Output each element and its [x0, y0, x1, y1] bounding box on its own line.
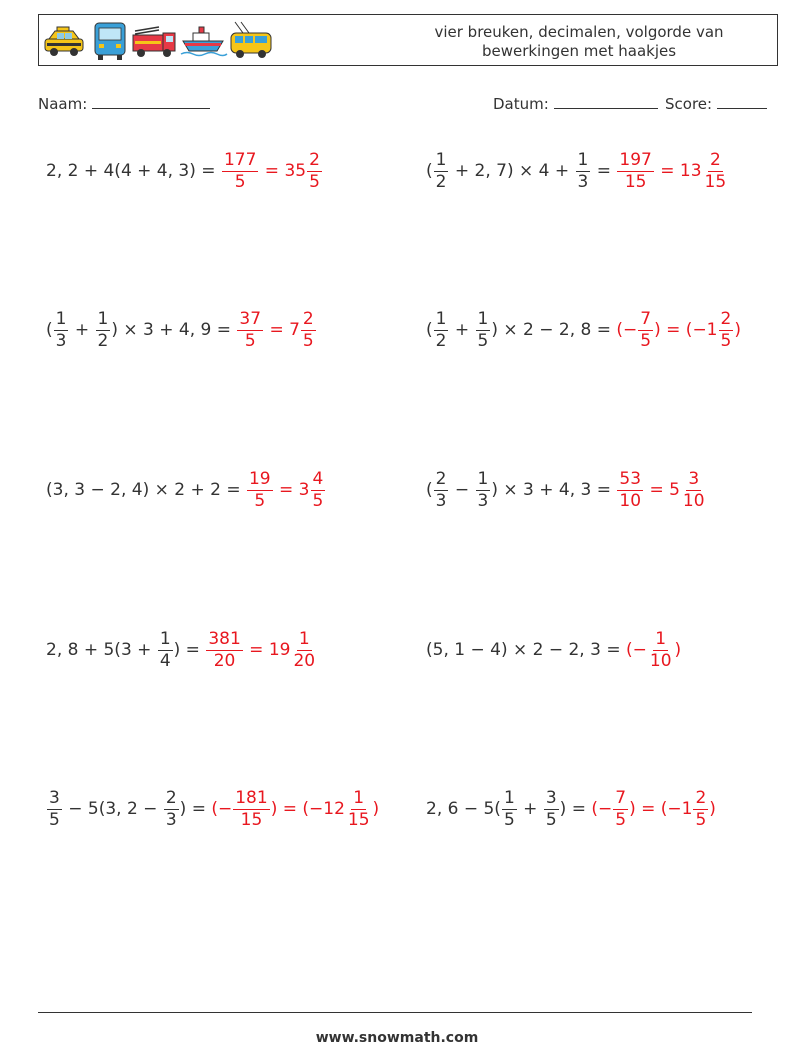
score-label: Score:	[665, 95, 713, 113]
expr-text: ) × 3 + 4, 9 =	[111, 320, 237, 340]
footer-divider	[38, 1012, 752, 1013]
numerator: 177	[223, 149, 257, 170]
denominator: 15	[704, 171, 727, 192]
fraction	[237, 308, 263, 351]
numerator: 1	[503, 787, 515, 808]
name-label: Naam:	[38, 95, 88, 113]
denominator: 5	[615, 809, 627, 830]
expr-text: =	[591, 161, 617, 181]
numerator: 2	[720, 308, 732, 329]
denominator: 15	[240, 809, 263, 830]
expr-text: (5, 1 − 4) × 2 − 2, 3 =	[426, 640, 626, 660]
problem-4	[426, 305, 741, 355]
problem-answer	[205, 628, 318, 671]
problem-1	[46, 146, 323, 196]
date-field	[493, 93, 658, 113]
fraction	[222, 149, 258, 192]
numerator: 181	[235, 787, 268, 808]
problem-answer	[221, 149, 323, 192]
numerator: 1	[655, 628, 667, 649]
numerator: 3	[688, 468, 700, 489]
expr-text: (−	[616, 320, 638, 340]
fraction	[617, 468, 643, 511]
expr-text: +	[69, 320, 95, 340]
fraction	[247, 468, 273, 511]
fraction	[206, 628, 242, 671]
denominator: 10	[619, 490, 642, 511]
numerator: 381	[208, 628, 241, 649]
expr-text: 2, 8 + 5(3 +	[46, 640, 157, 660]
expr-text: 2, 2 + 4(4 + 4, 3) =	[46, 161, 221, 181]
denominator: 5	[477, 330, 489, 351]
denominator: 5	[312, 490, 324, 511]
numerator: 1	[55, 308, 67, 329]
denominator: 3	[435, 490, 447, 511]
fraction	[544, 787, 559, 830]
problem-question	[426, 308, 617, 351]
denominator: 10	[682, 490, 705, 511]
expr-text: (−	[625, 640, 647, 660]
denominator: 3	[165, 809, 177, 830]
fraction	[703, 149, 729, 192]
numerator: 1	[353, 787, 365, 808]
numerator: 2	[165, 787, 177, 808]
denominator: 5	[640, 330, 652, 351]
date-line[interactable]	[554, 93, 658, 109]
expr-text: 2, 6 − 5(	[426, 799, 501, 819]
fraction	[719, 308, 734, 351]
expr-text: )	[734, 320, 741, 340]
expr-text: = 13	[654, 161, 702, 181]
numerator: 1	[159, 628, 171, 649]
fraction	[54, 308, 69, 351]
problem-2	[426, 146, 729, 196]
problem-answer	[616, 468, 707, 511]
numerator: 3	[545, 787, 557, 808]
fraction	[502, 787, 517, 830]
fraction	[613, 787, 628, 830]
expr-text: − 5(3, 2 −	[62, 799, 163, 819]
problem-3	[46, 305, 317, 355]
problem-question	[46, 787, 212, 830]
numerator: 1	[435, 149, 447, 170]
problem-answer	[236, 308, 316, 351]
fraction	[693, 787, 708, 830]
fraction	[476, 468, 491, 511]
numerator: 2	[309, 149, 320, 170]
problem-answer	[246, 468, 326, 511]
denominator: 5	[244, 330, 256, 351]
problem-question	[46, 161, 221, 181]
fraction	[301, 308, 316, 351]
problem-10	[426, 784, 716, 834]
expr-text: +	[449, 320, 475, 340]
bus-icon	[95, 23, 125, 60]
numerator: 2	[695, 787, 707, 808]
problem-answer	[616, 149, 729, 192]
fraction	[346, 787, 372, 830]
numerator: 4	[312, 468, 324, 489]
fraction	[434, 468, 449, 511]
numerator: 7	[615, 787, 627, 808]
expr-text: = 5	[644, 480, 680, 500]
expr-text: (	[426, 320, 433, 340]
denominator: 5	[695, 809, 707, 830]
boat-icon	[181, 27, 227, 56]
denominator: 5	[720, 330, 732, 351]
numerator: 1	[477, 308, 489, 329]
expr-text: )	[372, 799, 380, 819]
denominator: 15	[624, 171, 647, 192]
fraction	[576, 149, 591, 192]
numerator: 197	[619, 149, 652, 170]
problem-question	[46, 480, 246, 500]
taxi-icon	[45, 27, 83, 56]
numerator: 1	[298, 628, 310, 649]
fraction	[638, 308, 653, 351]
denominator: 2	[435, 330, 447, 351]
name-field	[38, 93, 210, 113]
problem-answer	[616, 308, 741, 351]
score-line[interactable]	[717, 93, 767, 109]
expr-text: ) = (−1	[629, 799, 693, 819]
expr-text: (	[426, 161, 433, 181]
problem-5	[46, 465, 326, 515]
denominator: 2	[435, 171, 447, 192]
denominator: 4	[159, 650, 171, 671]
numerator: 1	[477, 468, 489, 489]
numerator: 1	[435, 308, 447, 329]
problem-question	[426, 787, 592, 830]
expr-text: ) × 3 + 4, 3 =	[491, 480, 617, 500]
vehicle-icons	[43, 21, 273, 61]
worksheet-header	[38, 14, 778, 66]
fraction	[47, 787, 62, 830]
denominator: 3	[55, 330, 67, 351]
denominator: 15	[347, 809, 370, 830]
problem-9	[46, 784, 379, 834]
problem-answer	[211, 787, 380, 830]
denominator: 20	[293, 650, 316, 671]
fraction	[311, 468, 326, 511]
expr-text: )	[709, 799, 716, 819]
expr-text: )	[674, 640, 682, 660]
denominator: 5	[254, 490, 266, 511]
numerator: 1	[97, 308, 109, 329]
expr-text: = 7	[264, 320, 300, 340]
denominator: 20	[213, 650, 236, 671]
numerator: 2	[302, 308, 314, 329]
fraction	[164, 787, 179, 830]
numerator: 2	[709, 149, 721, 170]
expr-text: (	[426, 480, 433, 500]
problem-7	[46, 625, 318, 675]
expr-text: ) = (−1	[654, 320, 718, 340]
expr-text: ) =	[179, 799, 212, 819]
problem-question	[426, 149, 617, 192]
problem-question	[426, 468, 617, 511]
footer-url[interactable]: www.snowmath.com	[315, 1030, 479, 1046]
problem-8	[426, 625, 681, 675]
problem-question	[426, 640, 626, 660]
expr-text: (−	[211, 799, 233, 819]
expr-text: ) =	[173, 640, 206, 660]
fraction	[158, 628, 173, 671]
expr-text: (−	[591, 799, 613, 819]
fraction	[648, 628, 674, 671]
denominator: 3	[477, 490, 489, 511]
numerator: 7	[640, 308, 652, 329]
problem-question	[46, 308, 237, 351]
fraction	[434, 149, 449, 192]
numerator: 2	[435, 468, 447, 489]
denominator: 5	[234, 171, 246, 192]
expr-text: (	[46, 320, 53, 340]
numerator: 19	[248, 468, 271, 489]
numerator: 1	[577, 149, 589, 170]
denominator: 5	[503, 809, 515, 830]
denominator: 5	[302, 330, 314, 351]
problem-question	[46, 628, 206, 671]
denominator: 3	[577, 171, 589, 192]
fraction	[233, 787, 269, 830]
expr-text: −	[449, 480, 475, 500]
problem-answer	[625, 628, 682, 671]
fraction	[434, 308, 449, 351]
denominator: 10	[649, 650, 672, 671]
expr-text: ) = (−12	[270, 799, 345, 819]
expr-text: = 35	[259, 161, 307, 181]
problem-6	[426, 465, 708, 515]
expr-text: = 3	[273, 480, 310, 500]
expr-text: ) =	[559, 799, 592, 819]
denominator: 5	[309, 171, 320, 192]
problem-answer	[591, 787, 716, 830]
expr-text: ) × 2 − 2, 8 =	[491, 320, 617, 340]
fraction	[291, 628, 317, 671]
date-label: Datum:	[493, 95, 549, 113]
worksheet-title: vier breuken, decimalen, volgorde van bewerkingen met haakjes	[434, 23, 724, 60]
fraction	[96, 308, 111, 351]
expr-text: + 2, 7) × 4 +	[449, 161, 575, 181]
name-line[interactable]	[92, 93, 210, 109]
fraction	[681, 468, 707, 511]
numerator: 53	[619, 468, 642, 489]
denominator: 5	[545, 809, 557, 830]
trolleybus-icon	[231, 22, 271, 58]
expr-text: (3, 3 − 2, 4) × 2 + 2 =	[46, 480, 246, 500]
fraction	[307, 149, 322, 192]
expr-text: +	[517, 799, 543, 819]
denominator: 2	[97, 330, 109, 351]
fire-truck-icon	[133, 27, 175, 57]
numerator: 37	[239, 308, 262, 329]
expr-text: = 19	[243, 640, 291, 660]
numerator: 3	[49, 787, 60, 808]
fraction	[476, 308, 491, 351]
score-field	[665, 93, 767, 113]
fraction	[617, 149, 653, 192]
denominator: 5	[49, 809, 60, 830]
